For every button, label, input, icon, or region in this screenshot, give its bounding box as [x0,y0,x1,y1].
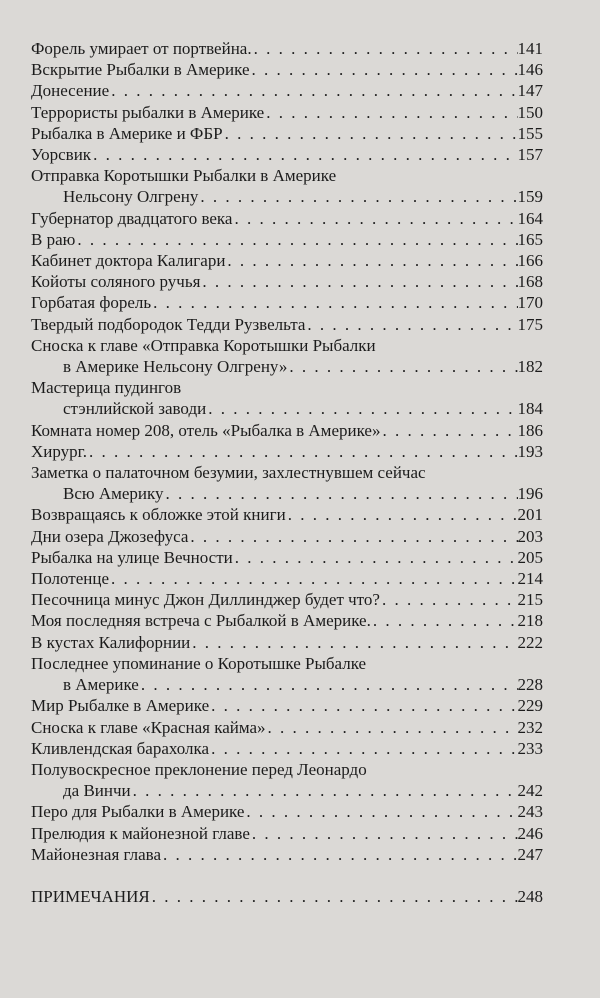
toc-page-number: 164 [517,208,543,228]
toc-page-number: 165 [517,229,543,249]
toc-entry [31,123,543,144]
toc-page-number: 222 [517,632,543,652]
toc-line [31,59,543,80]
toc-line [31,632,543,653]
toc-page-number: 247 [517,844,543,864]
toc-line [31,441,543,462]
toc-entry-title: Возвращаясь к обложке этой книги [31,505,286,525]
toc-page-number: 175 [517,314,543,334]
toc-entry-title: Мастерица пудингов [31,378,182,398]
toc-page-number: 214 [517,569,543,589]
toc-entry [31,229,543,250]
toc-entry [31,632,543,653]
toc-page-number: 242 [517,781,543,801]
toc-entry [31,250,543,271]
toc-entry-title: Рыбалка в Америке и ФБР [31,123,223,143]
toc-entry [31,844,543,865]
toc-line [31,801,543,822]
dot-leader [250,59,518,80]
toc-entry-title: Сноска к главе «Отправка Коротышки Рыбалки [31,335,376,355]
toc-line [31,886,543,907]
toc-entry [31,420,543,441]
toc-line [31,738,543,759]
toc-entry [31,759,543,801]
dot-leader [266,717,518,738]
toc-entry [31,547,543,568]
dot-leader [75,229,517,250]
toc-entry-title: Рыбалка на улице Вечности [31,547,233,567]
table-of-contents [31,38,543,907]
toc-page-number: 218 [517,611,543,631]
dot-leader [252,38,518,59]
toc-entry-title: Твердый подбородок Тедди Рузвельта [31,314,306,334]
toc-line [31,568,543,589]
toc-line [31,610,543,631]
toc-entry [31,504,543,525]
toc-line [31,462,543,483]
toc-line [31,292,543,313]
toc-entry-title: Отправка Коротышки Рыбалки в Америке [31,166,337,186]
toc-line [31,674,543,695]
toc-line [31,398,543,419]
toc-page-number: 201 [517,505,543,525]
toc-entry-title: стэнлийской заводи [63,399,207,419]
toc-entry-title: Горбатая форель [31,293,152,313]
toc-page-number: 229 [517,696,543,716]
dot-leader [209,738,517,759]
toc-entry-title: Дни озера Джозефуса [31,526,189,546]
toc-entry-title: в Америке Нельсону Олгрену» [63,357,288,377]
toc-entry-title: Нельсону Олгрену [63,187,199,207]
dot-leader [200,271,517,292]
toc-line [31,335,543,356]
toc-line [31,186,543,207]
dot-leader [250,823,518,844]
toc-entry-title: Уорсвик [31,145,92,165]
toc-line [31,102,543,123]
toc-page-number: 228 [517,675,543,695]
toc-line [31,717,543,738]
dot-leader [131,780,518,801]
toc-line [31,483,543,504]
dot-leader [87,441,518,462]
toc-page-number: 243 [517,802,543,822]
toc-page-number: 196 [517,484,543,504]
toc-page-number: 232 [517,717,543,737]
dot-leader [206,398,517,419]
toc-line [31,526,543,547]
toc-line [31,250,543,271]
toc-entry [31,526,543,547]
toc-entry-title: Полувоскресное преклонение перед Леонардо [31,759,367,779]
toc-entry-title: да Винчи [63,781,131,801]
dot-leader [223,123,518,144]
toc-line [31,823,543,844]
toc-entry [31,144,543,165]
toc-entry-notes [31,886,543,907]
toc-line [31,38,543,59]
dot-leader [264,102,517,123]
toc-entry [31,653,543,695]
toc-line [31,547,543,568]
toc-page-number: 205 [517,547,543,567]
toc-line [31,165,543,186]
toc-page-number: 184 [517,399,543,419]
toc-line [31,314,543,335]
toc-entry-title: Прелюдия к майонезной главе [31,823,250,843]
toc-entry [31,59,543,80]
toc-page-number: 168 [517,272,543,292]
toc-page-number: 203 [517,526,543,546]
toc-entry-title: Последнее упоминание о Коротышке Рыбалке [31,653,367,673]
toc-page-number: 215 [517,590,543,610]
dot-leader [151,292,517,313]
toc-page-number: 233 [517,738,543,758]
toc-page-number: 166 [517,251,543,271]
toc-entry-title: Всю Америку [63,484,164,504]
toc-entry [31,208,543,229]
toc-line [31,377,543,398]
dot-leader [139,674,518,695]
toc-page-number: 246 [517,823,543,843]
toc-entry [31,610,543,631]
dot-leader [233,547,518,568]
toc-entry-title: Террористы рыбалки в Америке [31,102,265,122]
toc-entry-title: Форель умирает от портвейна. [31,39,252,58]
toc-entry [31,801,543,822]
toc-entry [31,80,543,101]
dot-leader [198,186,517,207]
dot-leader [287,356,517,377]
dot-leader [380,589,518,610]
toc-page-number: 147 [517,81,543,101]
toc-entry-title: Заметка о палаточном безумии, захлестнувшем сейчас [31,463,426,483]
toc-entry-title: Сноска к главе «Красная кайма» [31,717,266,737]
toc-entry [31,271,543,292]
toc-page-number: 150 [517,102,543,122]
toc-page-number: 248 [517,886,543,906]
dot-leader [161,844,517,865]
dot-leader [188,526,517,547]
toc-entry-title: Хирург. [31,441,87,461]
toc-line [31,420,543,441]
toc-line [31,504,543,525]
toc-page-number: 182 [517,357,543,377]
toc-entry [31,314,543,335]
toc-page-number: 141 [517,39,543,58]
toc-entry-title: в Америке [63,675,139,695]
toc-line [31,208,543,229]
toc-entry-title: Майонезная глава [31,844,162,864]
toc-entry [31,38,543,59]
toc-entry [31,165,543,207]
dot-leader [232,208,517,229]
dot-leader [225,250,517,271]
toc-line [31,589,543,610]
toc-entry-title: В кустах Калифорнии [31,632,191,652]
toc-entry-title: В раю [31,229,76,249]
toc-entry [31,738,543,759]
toc-entry [31,335,543,377]
toc-entry-title: Перо для Рыбалки в Америке [31,802,245,822]
toc-entry-title: Кабинет доктора Калигари [31,251,226,271]
toc-entry-title: Койоты соляного ручья [31,272,201,292]
toc-page-number: 159 [517,187,543,207]
dot-leader [380,420,517,441]
toc-page-number: 186 [517,420,543,440]
toc-entry-title: Комната номер 208, отель «Рыбалка в Америке» [31,420,381,440]
toc-entry-title: Губернатор двадцатого века [31,208,233,228]
toc-line [31,356,543,377]
toc-line [31,80,543,101]
toc-line [31,144,543,165]
toc-entry [31,377,543,419]
dot-leader [286,504,518,525]
toc-entry-title: Донесение [31,81,110,101]
dot-leader [305,314,517,335]
toc-entry [31,589,543,610]
dot-leader [164,483,518,504]
toc-page-number: 155 [517,123,543,143]
dot-leader [109,80,517,101]
toc-entry [31,823,543,844]
dot-leader [190,632,517,653]
dot-leader [209,695,517,716]
dot-leader [244,801,517,822]
toc-line [31,844,543,865]
toc-entry-title: Полотенце [31,569,110,589]
toc-entry [31,292,543,313]
toc-page-number: 193 [517,441,543,461]
dot-leader [371,610,518,631]
toc-entry-title: Мир Рыбалке в Америке [31,696,210,716]
toc-page-number: 157 [517,145,543,165]
toc-entry [31,568,543,589]
toc-entry-title: Вскрытие Рыбалки в Америке [31,60,250,80]
toc-page-number: 170 [517,293,543,313]
toc-line [31,271,543,292]
toc-line [31,229,543,250]
toc-entry [31,717,543,738]
toc-entry-title: ПРИМЕЧАНИЯ [31,886,150,906]
toc-entry [31,695,543,716]
dot-leader [91,144,517,165]
toc-line [31,653,543,674]
toc-page-number: 146 [517,60,543,80]
toc-line [31,759,543,780]
toc-entry-title: Моя последняя встреча с Рыбалкой в Америке. [31,611,371,631]
toc-entry [31,441,543,462]
toc-entry [31,102,543,123]
dot-leader [109,568,517,589]
toc-entry-title: Кливлендская барахолка [31,738,210,758]
dot-leader [150,886,518,907]
toc-entry [31,462,543,504]
toc-line [31,123,543,144]
toc-entry-title: Песочница минус Джон Диллинджер будет что? [31,590,380,610]
toc-line [31,695,543,716]
toc-line [31,780,543,801]
